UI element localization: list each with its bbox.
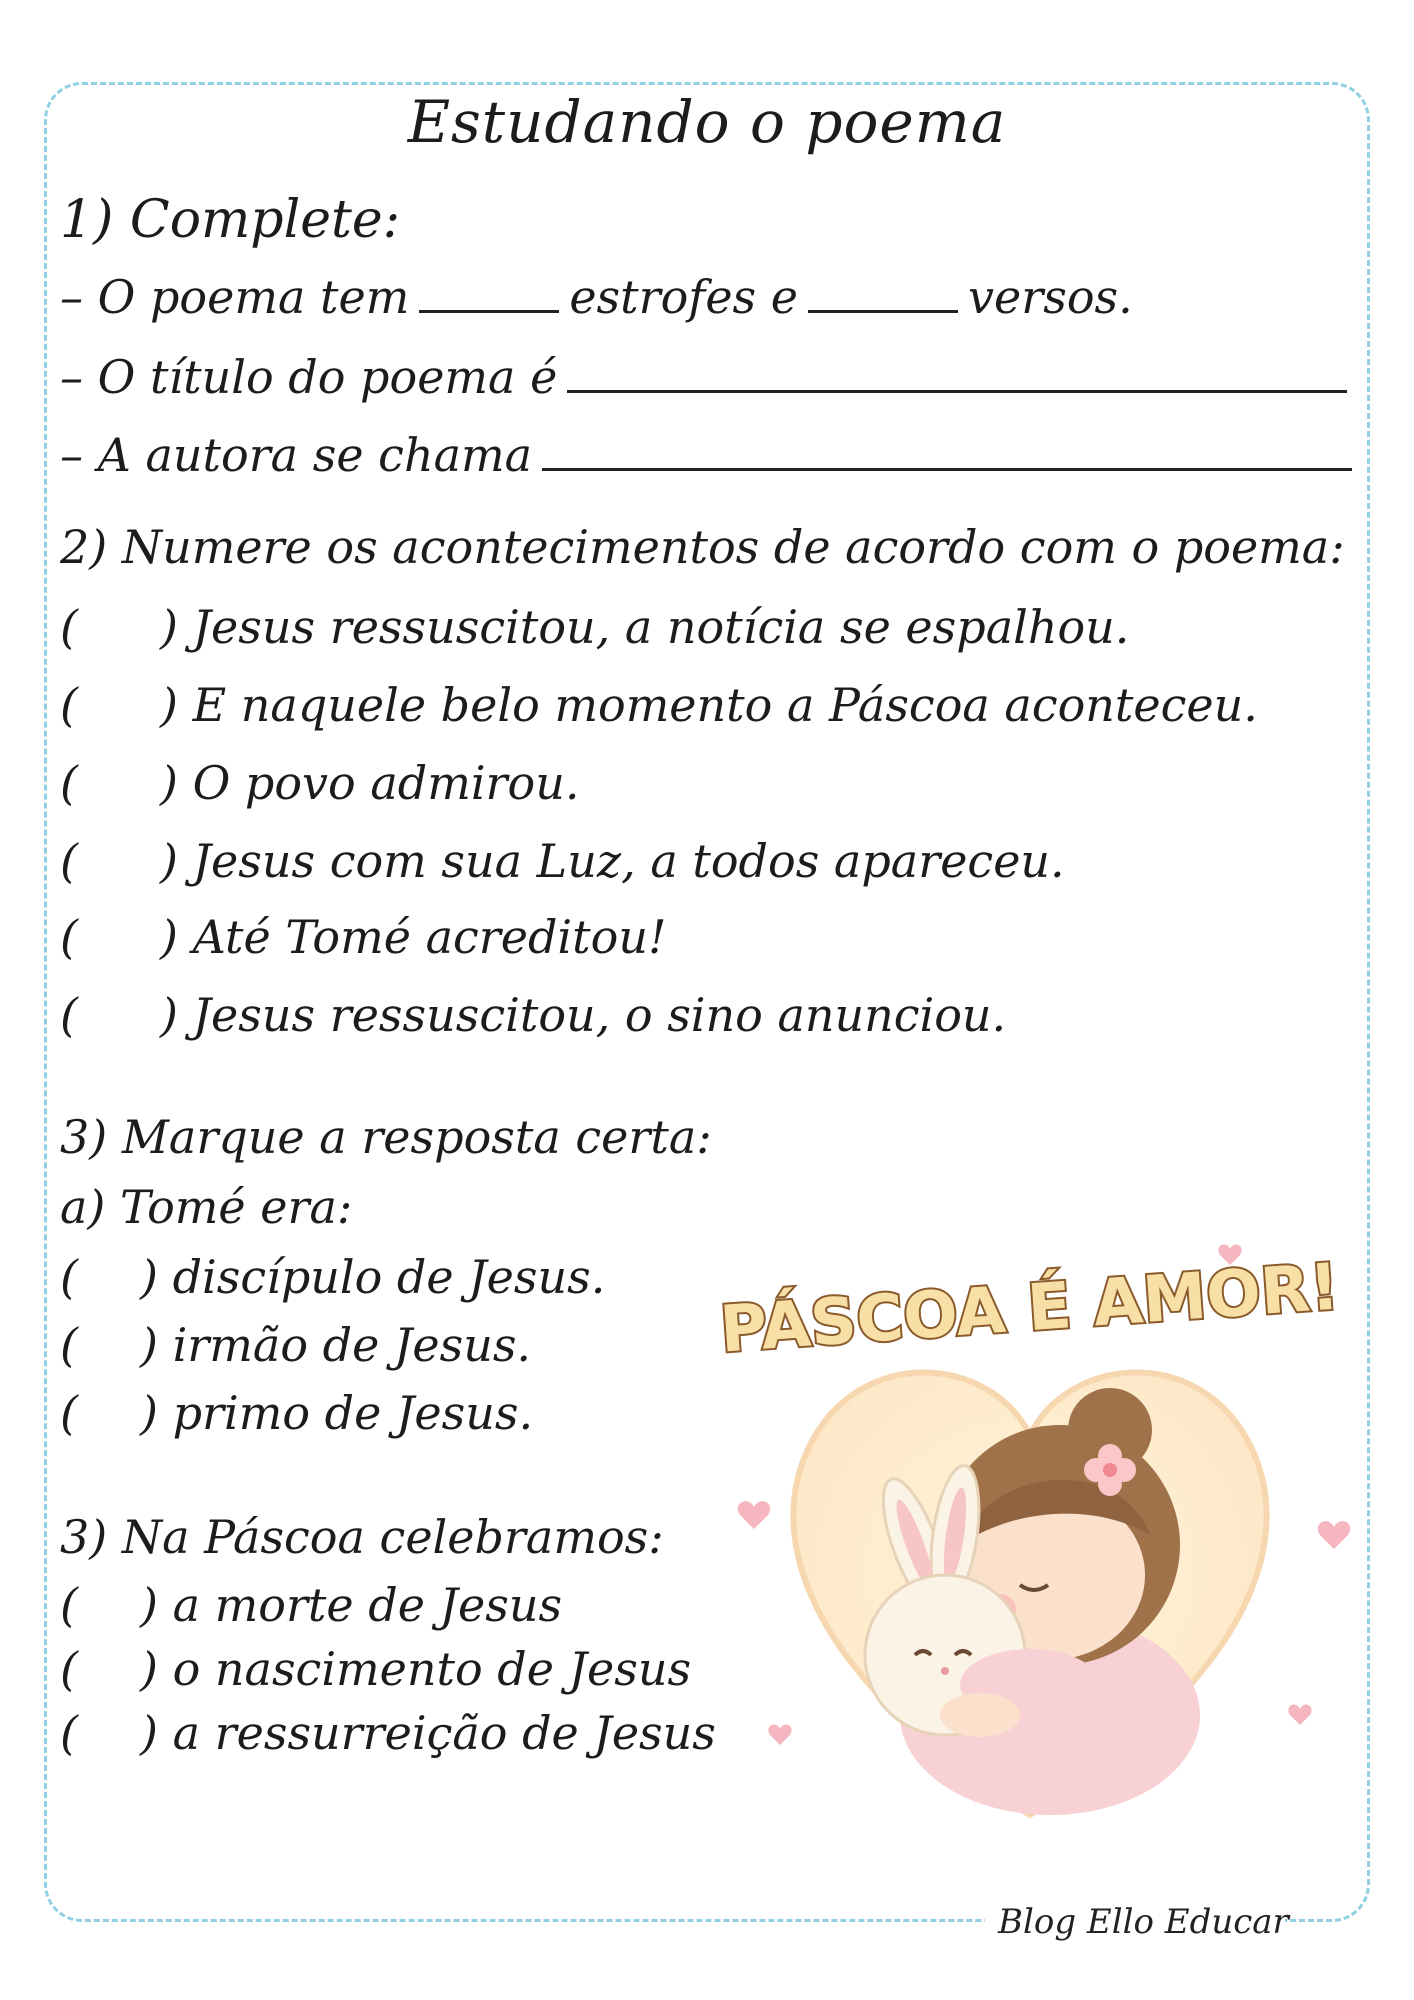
q3-option: ( ) irmão de Jesus.: [60, 1318, 532, 1372]
q4-option: ( ) a morte de Jesus: [60, 1578, 563, 1632]
q1-line-1: – O poema tem estrofes e versos.: [60, 270, 1133, 324]
q2-item: ( ) Jesus ressuscitou, o sino anunciou.: [60, 988, 1007, 1042]
illustration-caption: PÁSCOA É AMOR!: [717, 1250, 1342, 1368]
q2-item: ( ) Jesus ressuscitou, a notícia se espalhou.: [60, 600, 1130, 654]
q2-item: ( ) Até Tomé acreditou!: [60, 910, 667, 964]
q4-option: ( ) o nascimento de Jesus: [60, 1642, 692, 1696]
q4-heading: 3) Na Páscoa celebramos:: [60, 1510, 664, 1564]
blank-verses[interactable]: [808, 309, 958, 313]
q3-heading: 3) Marque a resposta certa:: [60, 1110, 712, 1164]
q1-line-3: – A autora se chama: [60, 428, 1362, 482]
q2-item: ( ) E naquele belo momento a Páscoa aconteceu.: [60, 678, 1258, 732]
footer-credit: Blog Ello Educar: [998, 1902, 1289, 1942]
easter-illustration: [700, 1215, 1360, 1855]
q4-option: ( ) a ressurreição de Jesus: [60, 1706, 716, 1760]
q1-heading: 1) Complete:: [60, 190, 401, 250]
blank-author[interactable]: [542, 467, 1352, 471]
q3-sub: a) Tomé era:: [60, 1180, 353, 1234]
q3-option: ( ) primo de Jesus.: [60, 1386, 534, 1440]
page-title: Estudando o poema: [407, 88, 1007, 156]
q2-item: ( ) O povo admirou.: [60, 756, 580, 810]
q3-option: ( ) discípulo de Jesus.: [60, 1250, 606, 1304]
q2-heading: 2) Numere os acontecimentos de acordo com o poema:: [60, 520, 1345, 574]
q2-item: ( ) Jesus com sua Luz, a todos apareceu.: [60, 834, 1065, 888]
q1-line-2: – O título do poema é: [60, 350, 1357, 404]
blank-stanzas[interactable]: [419, 309, 559, 313]
blank-title[interactable]: [567, 389, 1347, 393]
